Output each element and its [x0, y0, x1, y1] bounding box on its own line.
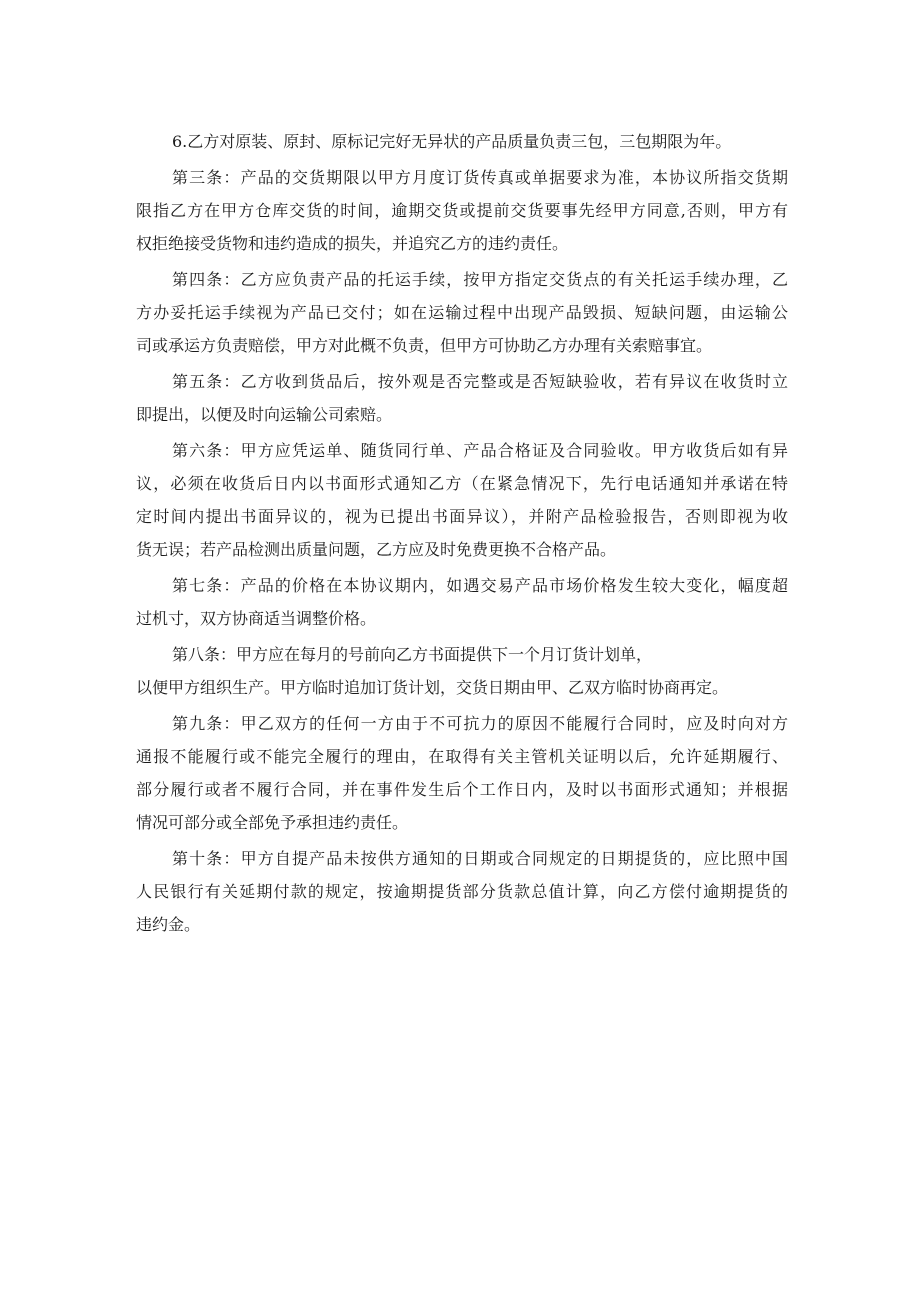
text-line: 部分履行或者不履行合同，并在事件发生后个工作日内，及时以书面形式通知；并根据: [136, 780, 788, 799]
text-line: 议，必须在收货后日内以书面形式通知乙方（在紧急情况下，先行电话通知并承诺在特: [136, 474, 788, 493]
paragraph-article-10: [136, 842, 788, 941]
text-line: 定时间内提出书面异议的，视为已提出书面异议），并附产品检验报告，否则即视为收: [136, 507, 788, 526]
text-line: 第五条：乙方收到货品后，按外观是否完整或是否短缺验收，若有异议在收货时立: [172, 372, 788, 391]
paragraph-item-6: [136, 125, 788, 158]
text-line: 通报不能履行或不能完全履行的理由，在取得有关主管机关证明以后，允许延期履行、: [136, 747, 788, 766]
text-line: 货无误；若产品检测出质量问题，乙方应及时免费更换不合格产品。: [136, 540, 617, 559]
paragraph-article-5: [136, 365, 788, 431]
text-line: 第八条：甲方应在每月的号前向乙方书面提供下一个月订货计划单，: [172, 645, 653, 664]
paragraph-article-9: [136, 707, 788, 839]
text-line: 人民银行有关延期付款的规定，按逾期提货部分货款总值计算，向乙方偿付逾期提货的: [136, 882, 788, 901]
text-line: 违约金。: [136, 915, 201, 934]
text-line: 即提出，以便及时向运输公司索赔。: [136, 405, 393, 424]
paragraph-article-3: [136, 161, 788, 260]
paragraph-article-4: [136, 263, 788, 362]
text-line: 权拒绝接受货物和违约造成的损失，并追究乙方的违约责任。: [136, 234, 569, 253]
text-line: 以便甲方组织生产。甲方临时追加订货计划，交货日期由甲、乙双方临时协商再定。: [136, 678, 729, 697]
text-line: 第六条：甲方应凭运单、随货同行单、产品合格证及合同验收。甲方收货后如有异: [172, 441, 788, 460]
text-line: 第九条：甲乙双方的任何一方由于不可抗力的原因不能履行合同时，应及时向对方: [172, 714, 788, 733]
document-body: [136, 125, 788, 941]
text-line: 限指乙方在甲方仓库交货的时间，逾期交货或提前交货要事先经甲方同意,否则，甲方有: [136, 201, 788, 220]
text-line: 情况可部分或全部免予承担违约责任。: [136, 813, 409, 832]
text-line: 第十条：甲方自提产品未按供方通知的日期或合同规定的日期提货的，应比照中国: [172, 849, 788, 868]
paragraph-article-6: [136, 434, 788, 566]
text-line: 第七条：产品的价格在本协议期内，如遇交易产品市场价格发生较大变化，幅度超: [172, 576, 788, 595]
text-line: 第三条：产品的交货期限以甲方月度订货传真或单据要求为准，本协议所指交货期: [172, 168, 788, 187]
text-line: 司或承运方负责赔偿，甲方对此概不负责，但甲方可协助乙方办理有关索赔事宜。: [136, 336, 713, 355]
text-line: 方办妥托运手续视为产品已交付；如在运输过程中出现产品毁损、短缺问题，由运输公: [136, 303, 788, 322]
paragraph-article-8: [136, 638, 788, 704]
text-line: 过机寸，双方协商适当调整价格。: [136, 609, 377, 628]
text-line: 6.乙方对原装、原封、原标记完好无异状的产品质量负责三包，三包期限为年。: [172, 132, 732, 151]
paragraph-article-7: [136, 569, 788, 635]
text-line: 第四条：乙方应负责产品的托运手续，按甲方指定交货点的有关托运手续办理，乙: [172, 270, 788, 289]
